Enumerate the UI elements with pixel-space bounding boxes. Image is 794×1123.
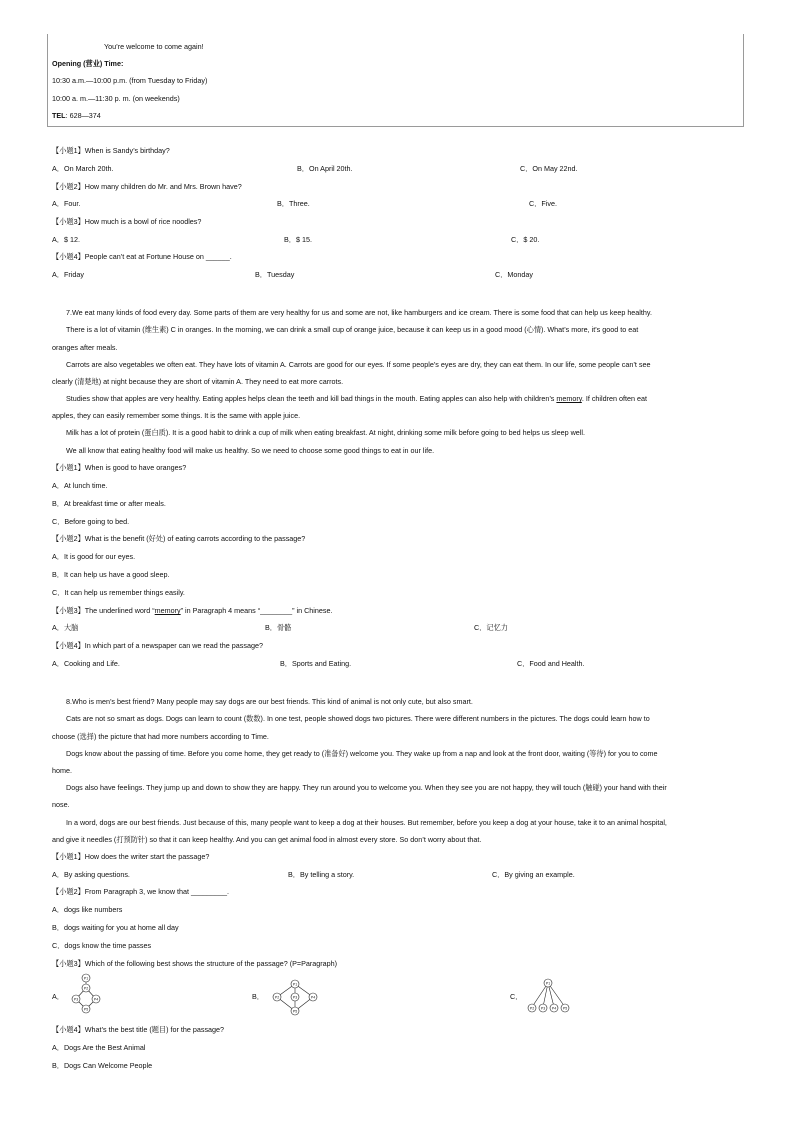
p7-q3-option-a[interactable]: A．大脑	[52, 623, 79, 632]
p8-line-6: Dogs also have feelings. They jump up and down to show they are happy. They run around you to welcome you. When they see you are not happy, they will touch (触碰) your hand with their	[66, 783, 667, 792]
p7-q1-option-b[interactable]: B．At breakfast time or after meals.	[52, 499, 166, 508]
p7-line-3: oranges after meals.	[52, 343, 118, 352]
structure-diagram-a	[64, 972, 108, 1016]
q6-2-option-b[interactable]: B．Three.	[277, 199, 310, 208]
q6-3-question: 【小题3】How much is a bowl of rice noodles?	[52, 217, 202, 226]
p8-line-3: choose (选择) the picture that had more numbers according to Time.	[52, 732, 269, 741]
p7-q2-question: 【小题2】What is the benefit (好处) of eating carrots according to the passage?	[52, 534, 306, 543]
p7-line-8: Milk has a lot of protein (蛋白质). It is a good habit to drink a cup of milk when eating breakfast. At night, drinking some milk before going to bed helps us sleep well.	[66, 428, 585, 437]
p8-q1-option-b[interactable]: B．By telling a story.	[288, 870, 355, 879]
q6-4-question: 【小题4】People can’t eat at Fortune House on ______.	[52, 252, 232, 261]
diagram-c-node-p1: P1	[545, 981, 551, 986]
notice-weekday-hours: 10:30 a.m.—10:00 p.m. (from Tuesday to Friday)	[52, 76, 208, 85]
diagram-c-node-p2: P2	[529, 1006, 535, 1011]
p7-q1-question: 【小题1】When is good to have oranges?	[52, 463, 187, 472]
q6-2-question: 【小题2】How many children do Mr. and Mrs. Brown have?	[52, 182, 242, 191]
p7-line-6-post: . If children often eat	[581, 394, 647, 403]
notice-tel	[52, 111, 101, 121]
p7-q3-question	[52, 606, 332, 616]
p8-line-2: Cats are not so smart as dogs. Dogs can learn to count (数数). In one test, people showed dogs two pictures. There were different numbers in the pictures. The dogs could learn how to	[66, 714, 650, 723]
diagram-b-node-p3: P3	[292, 995, 298, 1000]
q6-1-option-c[interactable]: C．On May 22nd.	[520, 164, 578, 173]
diagram-b-node-p1: P1	[292, 982, 298, 987]
notice-welcome: You’re welcome to come again!	[104, 42, 204, 51]
q6-3-option-a[interactable]: A．$ 12.	[52, 235, 80, 244]
p7-q4-option-a[interactable]: A．Cooking and Life.	[52, 659, 120, 668]
diagram-c-node-p5: P5	[562, 1006, 568, 1011]
p8-q3-question: 【小题3】Which of the following best shows the structure of the passage? (P=Paragraph)	[52, 959, 338, 968]
p7-q3-underlined: memory	[154, 606, 181, 615]
p7-line-9: We all know that eating healthy food will make us healthy. So we need to choose some good things to eat in our life.	[66, 446, 435, 455]
p7-q3-pre: 【小题3】The underlined word “	[52, 606, 155, 615]
p8-q3-option-a[interactable]: A．	[52, 992, 64, 1001]
structure-diagram-b	[262, 977, 322, 1021]
p7-q4-option-b[interactable]: B．Sports and Eating.	[280, 659, 352, 668]
q6-1-option-b[interactable]: B．On April 20th.	[297, 164, 353, 173]
p7-q3-post: ” in Paragraph 4 means “________” in Chinese.	[180, 606, 333, 615]
p7-q2-option-a[interactable]: A．It is good for our eyes.	[52, 552, 136, 561]
notice-weekend-hours: 10:00 a. m.—11:30 p. m. (on weekends)	[52, 94, 180, 103]
p8-q2-question: 【小题2】From Paragraph 3, we know that _________.	[52, 887, 229, 896]
diagram-b-node-p4: P4	[310, 995, 316, 1000]
p8-q3-option-b[interactable]: B．	[252, 992, 264, 1001]
p7-q1-option-c[interactable]: C．Before going to bed.	[52, 517, 130, 526]
p7-q3-option-c[interactable]: C．记忆力	[474, 623, 508, 632]
q6-1-question: 【小题1】When is Sandy’s birthday?	[52, 146, 170, 155]
p7-underlined-memory: memory	[556, 394, 582, 403]
p7-line-2: There is a lot of vitamin (维生素) C in oranges. In the morning, we can drink a small cup of orange juice, because it can keep us in a good mood (心情). What’s more, it’s good to eat	[66, 325, 639, 334]
p8-line-5: home.	[52, 766, 72, 775]
q6-4-option-a[interactable]: A．Friday	[52, 270, 84, 279]
p8-q2-option-c[interactable]: C．dogs know the time passes	[52, 941, 152, 950]
q6-4-option-b[interactable]: B．Tuesday	[255, 270, 295, 279]
diagram-a-node-p5: P5	[83, 1007, 89, 1012]
p8-line-4: Dogs know about the passing of time. Before you come home, they get ready to (准备好) welcome you. They wake up from a nap and look at the front door, waiting (等待) for you to come	[66, 749, 658, 758]
diagram-a-node-p3: P3	[73, 997, 79, 1002]
p7-line-6	[66, 394, 647, 404]
p7-q3-option-b[interactable]: B．骨骼	[265, 623, 292, 632]
diagram-b-node-p5: P5	[292, 1009, 298, 1014]
p8-line-1: 8.Who is men’s best friend? Many people may say dogs are our best friends. This kind of animal is not only cute, but also smart.	[66, 697, 473, 706]
p8-line-7: nose.	[52, 800, 70, 809]
p7-q1-option-a[interactable]: A．At lunch time.	[52, 481, 108, 490]
structure-diagram-c	[522, 974, 574, 1018]
q6-3-option-b[interactable]: B．$ 15.	[284, 235, 312, 244]
diagram-a-node-p1: P1	[83, 976, 89, 981]
p7-line-4: Carrots are also vegetables we often eat. They have lots of vitamin A. Carrots are good for our eyes. If some people’s eyes are dry, they can eat them. In our life, some people can’t see	[66, 360, 651, 369]
diagram-c-node-p3: P3	[540, 1006, 546, 1011]
p8-q1-option-a[interactable]: A．By asking questions.	[52, 870, 130, 879]
diagram-a-node-p4: P4	[93, 997, 99, 1002]
p7-line-1: 7.We eat many kinds of food every day. Some parts of them are very healthy for us and some are not, like hamburgers and ice cream. There is some food that can help us keep healthy.	[66, 308, 652, 317]
p8-q4-question: 【小题4】What’s the best title (题目) for the passage?	[52, 1025, 225, 1034]
p7-q2-option-c[interactable]: C．It can help us remember things easily.	[52, 588, 185, 597]
p7-q4-question: 【小题4】In which part of a newspaper can we read the passage?	[52, 641, 263, 650]
q6-1-option-a[interactable]: A．On March 20th.	[52, 164, 114, 173]
p8-q4-option-a[interactable]: A．Dogs Are the Best Animal	[52, 1043, 146, 1052]
tel-label: TEL	[52, 111, 66, 120]
q6-3-option-c[interactable]: C．$ 20.	[511, 235, 540, 244]
p8-q1-question: 【小题1】How does the writer start the passage?	[52, 852, 210, 861]
p8-line-9: and give it needles (打预防针) so that it can keep healthy. And you can get animal food in almost every store. So don’t worry about that.	[52, 835, 482, 844]
p7-q2-option-b[interactable]: B．It can help us have a good sleep.	[52, 570, 170, 579]
p8-q2-option-a[interactable]: A．dogs like numbers	[52, 905, 123, 914]
p7-line-6-pre: Studies show that apples are very healthy. Eating apples helps clean the teeth and kill bad things in the mouth. Eating apples can also help with children’s	[66, 394, 557, 403]
tel-value: : 628—374	[65, 111, 101, 120]
diagram-c-node-p4: P4	[551, 1006, 557, 1011]
p7-line-5: clearly (清楚地) at night because they are short of vitamin A. They need to eat more carrots.	[52, 377, 344, 386]
q6-4-option-c[interactable]: C．Monday	[495, 270, 533, 279]
diagram-a-node-p2: P2	[83, 986, 89, 991]
q6-2-option-c[interactable]: C．Five.	[529, 199, 557, 208]
p8-q3-option-c[interactable]: C．	[510, 992, 523, 1001]
p8-q2-option-b[interactable]: B．dogs waiting for you at home all day	[52, 923, 179, 932]
p7-q4-option-c[interactable]: C．Food and Health.	[517, 659, 585, 668]
diagram-b-node-p2: P2	[274, 995, 280, 1000]
p7-line-7: apples, they can easily remember some things. It is the same with apple juice.	[52, 411, 301, 420]
p8-q4-option-b[interactable]: B．Dogs Can Welcome People	[52, 1061, 153, 1070]
p8-q1-option-c[interactable]: C．By giving an example.	[492, 870, 575, 879]
q6-2-option-a[interactable]: A．Four.	[52, 199, 81, 208]
p8-line-8: In a word, dogs are our best friends. Just because of this, many people want to keep a dog at their houses. But remember, before you keep a dog at your house, take it to an animal hospital,	[66, 818, 667, 827]
notice-opening-label: Opening (营业) Time:	[52, 59, 124, 68]
